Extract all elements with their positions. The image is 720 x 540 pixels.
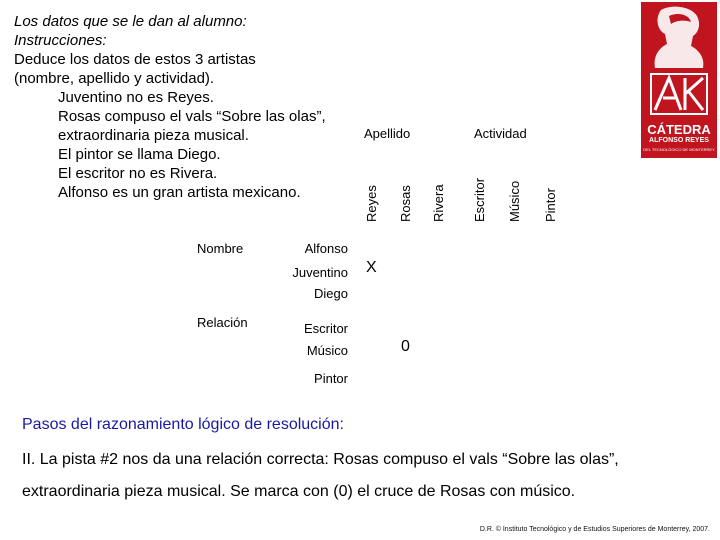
col-reyes: Reyes — [364, 185, 379, 222]
mark-rosas-musico: 0 — [401, 338, 410, 355]
col-escritor: Escritor — [472, 177, 487, 222]
row-escritor: Escritor — [303, 321, 348, 336]
instructions-block — [14, 12, 344, 202]
row-pintor: Pintor — [314, 371, 348, 386]
col-musico: Músico — [507, 180, 522, 222]
row-diego: Diego — [314, 286, 348, 301]
row-musico: Músico — [306, 343, 348, 358]
logo-title: CÁTEDRA — [647, 122, 711, 137]
row-juventino: Juventino — [292, 265, 348, 280]
logo-subtitle: ALFONSO REYES — [649, 137, 709, 144]
relacion-label: Relación — [197, 315, 248, 330]
instructions-subheading: Instrucciones: — [14, 32, 107, 49]
clue-1: Juventino no es Reyes. — [58, 89, 214, 106]
intro-line-2: (nombre, apellido y actividad). — [14, 70, 215, 87]
instructions-heading: Los datos que se le dan al alumno: — [14, 13, 247, 30]
col-rosas: Rosas — [398, 185, 413, 222]
clue-5: Alfonso es un gran artista mexicano. — [58, 184, 301, 201]
row-alfonso: Alfonso — [304, 241, 348, 256]
clue-4: El escritor no es Rivera. — [58, 165, 218, 182]
apellido-header: Apellido — [364, 126, 411, 141]
actividad-header: Actividad — [474, 126, 527, 141]
steps-title: Pasos del razonamiento lógico de resolución: — [22, 416, 344, 433]
intro-line-1: Deduce los datos de estos 3 artistas — [14, 51, 256, 68]
col-rivera: Rivera — [431, 184, 446, 222]
nombre-label: Nombre — [197, 241, 244, 256]
logo-tagline: DEL TECNOLÓGICO DE MONTERREY — [643, 147, 715, 152]
col-pintor: Pintor — [543, 188, 558, 222]
mark-juventino-reyes: X — [366, 259, 377, 276]
clue-2: Rosas compuso el vals “Sobre las olas”, extraordinaria pieza musical. — [58, 108, 326, 144]
steps-body: II. La pista #2 nos da una relación correcta: Rosas compuso el vals “Sobre las olas”, extraordinaria pieza musical. Se marca con (0) el cruce de Rosas con músico. — [22, 451, 619, 500]
catedra-logo — [641, 2, 717, 158]
clue-3: El pintor se llama Diego. — [58, 146, 221, 163]
copyright-footer: D.R. © Instituto Tecnológico y de Estudios Superiores de Monterrey, 2007. — [479, 526, 710, 533]
